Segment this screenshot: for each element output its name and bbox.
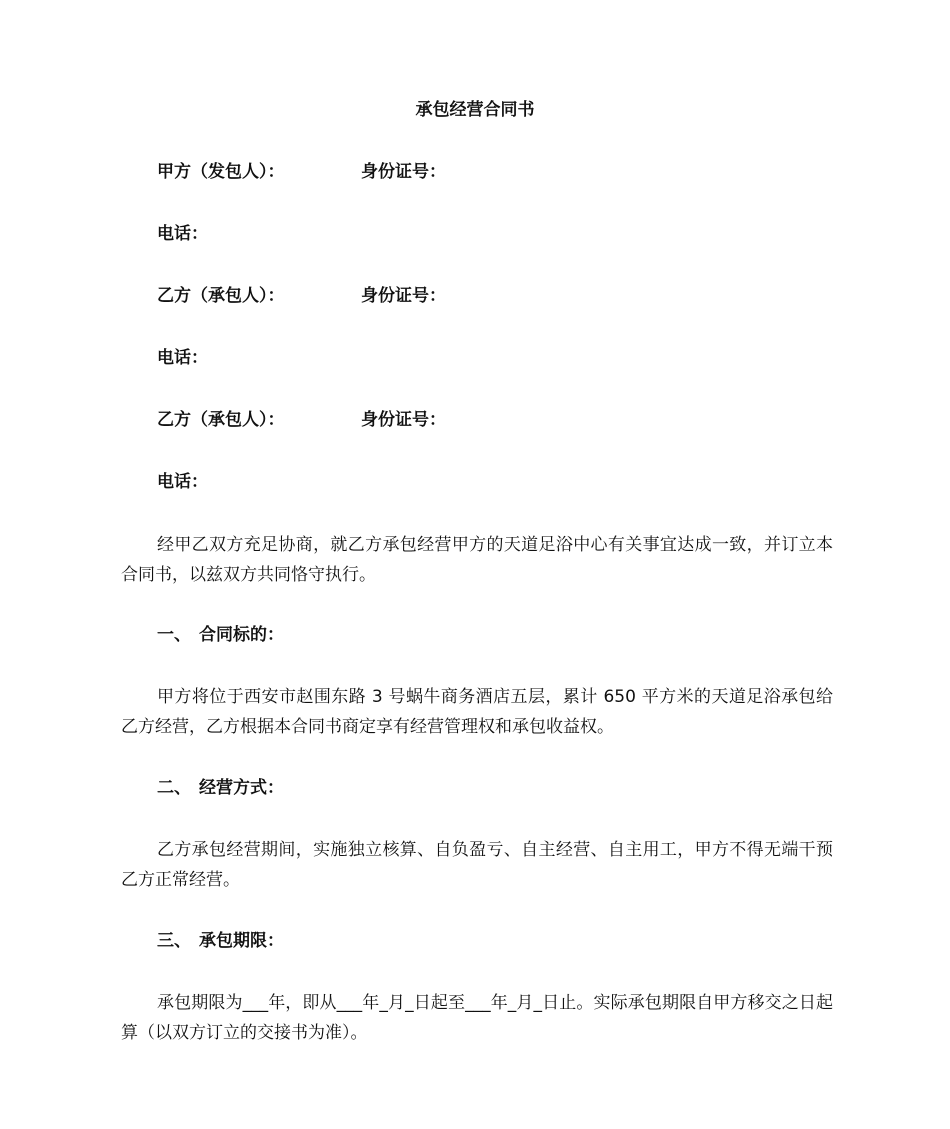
section-3-title: 承包期限：: [199, 931, 284, 951]
party-b2-label: 乙方（承包人）：: [157, 410, 285, 430]
party-b1-id-label: 身份证号：: [361, 286, 446, 306]
section-2-number: 二、: [157, 778, 191, 798]
party-b2-phone-label: 电话：: [157, 472, 208, 492]
section-1-body: 甲方将位于西安市赵围东路 3 号蜗牛商务酒店五层，累计 650 平方米的天道足浴承包给乙方经营，乙方根据本合同书商定享有经营管理权和承包收益权。: [121, 687, 833, 737]
section-2-heading: [157, 776, 284, 800]
section-1-title: 合同标的：: [199, 625, 284, 645]
section-3-heading: [157, 929, 284, 953]
party-a-label: 甲方（发包人）：: [157, 162, 285, 182]
party-b1-phone-label: 电话：: [157, 348, 208, 368]
document-title: 承包经营合同书: [415, 100, 535, 120]
party-b2-id-label: 身份证号：: [361, 410, 446, 430]
section-3-body: 承包期限为___年，即从___年_月_日起至___年_月_日止。实际承包期限自甲方移交之日起算（以双方订立的交接书为准）。: [121, 993, 833, 1043]
party-b1-label: 乙方（承包人）：: [157, 286, 285, 306]
intro-paragraph: 经甲乙双方充足协商，就乙方承包经营甲方的天道足浴中心有关事宜达成一致，并订立本合同书，以兹双方共同恪守执行。: [121, 535, 833, 585]
section-2-title: 经营方式：: [199, 778, 284, 798]
section-1-heading: [157, 623, 284, 647]
party-a-id-label: 身份证号：: [361, 162, 446, 182]
section-1-number: 一、: [157, 625, 191, 645]
section-3-number: 三、: [157, 931, 191, 951]
party-a-phone-label: 电话：: [157, 224, 208, 244]
section-2-body: 乙方承包经营期间，实施独立核算、自负盈亏、自主经营、自主用工，甲方不得无端干预乙方正常经营。: [121, 840, 833, 890]
